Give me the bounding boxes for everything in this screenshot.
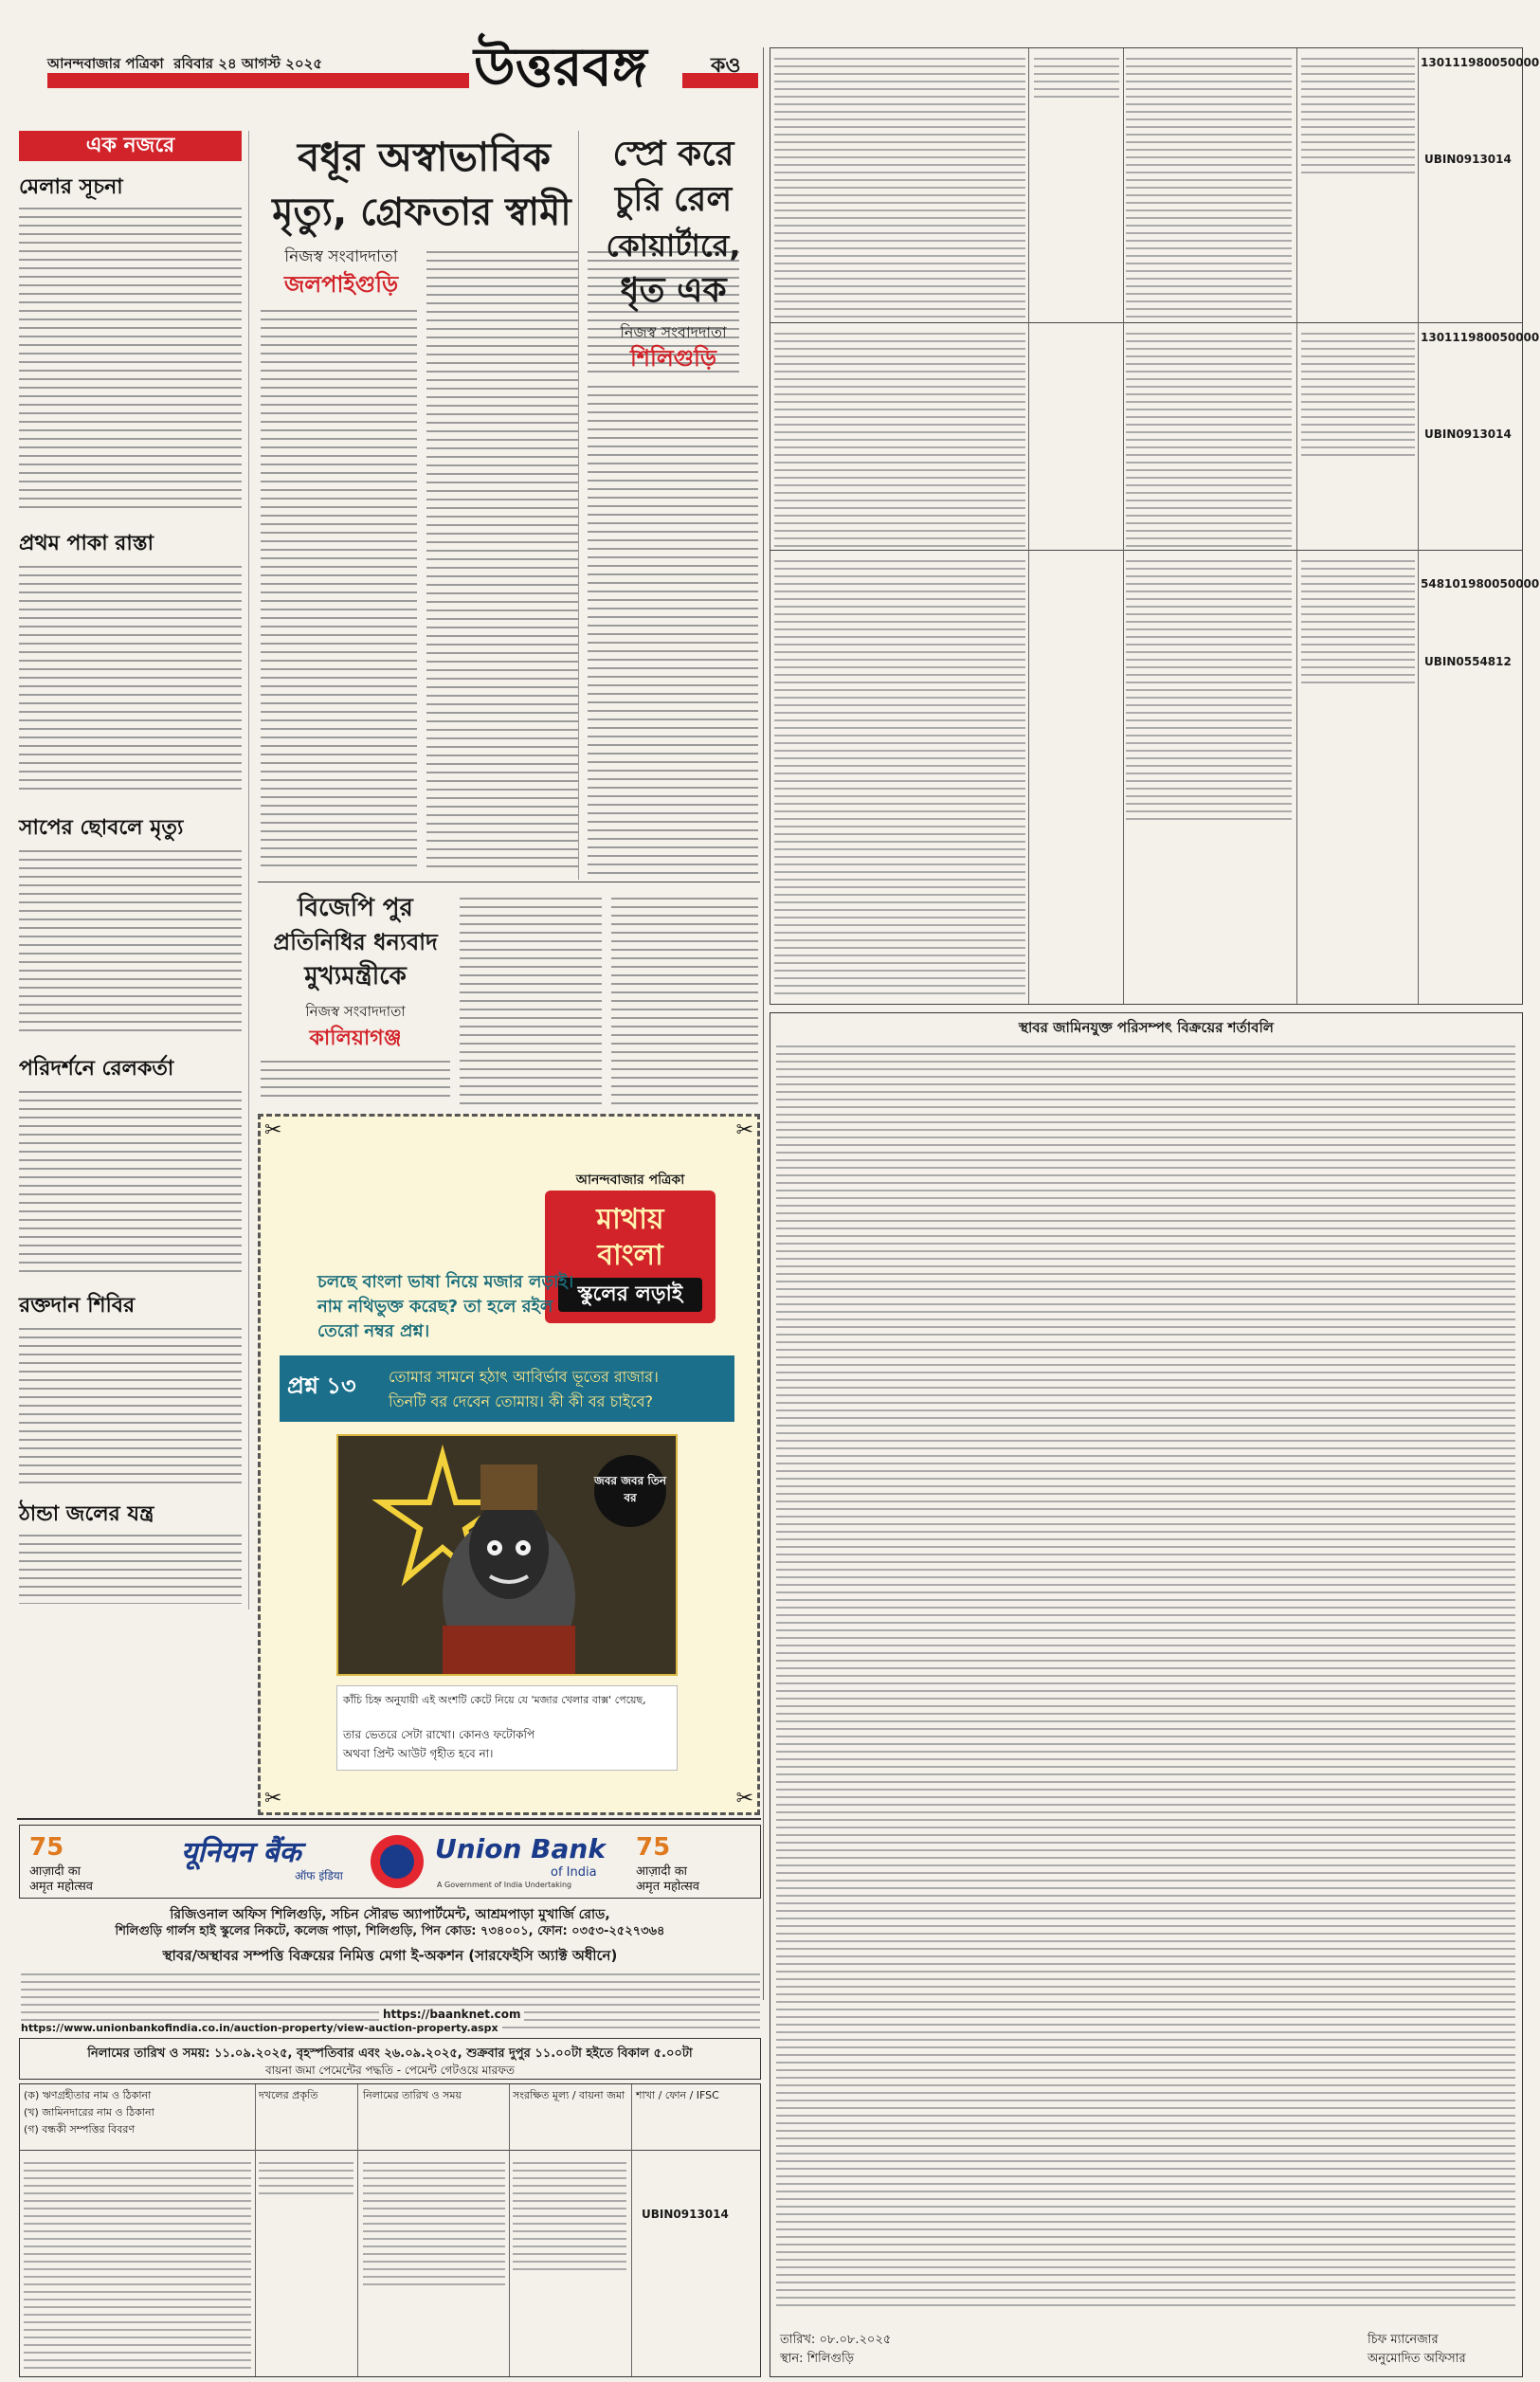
sidebar-text-2 [19,559,242,796]
sidebar-head-1: মেলার সূচনা [19,175,123,199]
bank-header [19,1825,761,1899]
azadi-text-left-2: अमृत महोत्सव [29,1880,94,1894]
bank-table-col-4 [513,2156,626,2270]
third-headline-2: প্রতিনিধির ধন্যবাদ [273,929,438,955]
ad-tagline-2: নাম নথিভুক্ত করেছ? তা হলে রইল [317,1297,553,1317]
bank-table [19,2083,761,2377]
azadi-75-right: 75 [636,1833,671,1862]
masthead-divider [763,47,764,2000]
col-divider-3 [1296,48,1297,1004]
ad-logo-1: মাথায় [596,1203,664,1236]
sign-place: স্থান: শিলিগুড়ি [780,2352,854,2366]
bank-col-head-6: সংরক্ষিত মূল্য / বায়না জমা [513,2089,625,2101]
sign-title-2: অনুমোদিত অফিসার [1368,2352,1466,2366]
sidebar-text-1 [19,201,242,514]
sign-date: তারিখ: ০৮.০৮.২০২৫ [780,2333,892,2347]
terms-box [770,1012,1523,2377]
bank-col-div-3 [509,2084,510,2376]
lead-body-col-1 [261,303,417,872]
third-body-3 [611,891,758,1104]
row1-account: 130111980050000 [1421,56,1540,69]
emd-method: বায়না জমা পেমেন্টের পদ্ধতি - পেমেন্ট গেটওয়ে মারফত [265,2064,515,2077]
terms-title: স্থাবর জামিনযুক্ত পরিসম্পৎ বিক্রয়ের শর্তাবলি [1019,1019,1274,1036]
col-divider-2 [1123,48,1124,1004]
third-byline: নিজস্ব সংবাদদাতা [305,1003,406,1020]
ad-brand: আনন্দবাজার পত্রিকা [575,1173,685,1188]
auction-row-2 [770,323,1540,551]
question-banner [280,1355,734,1422]
ad-tagline-3: তেরো নম্বর প্রশ্ন। [317,1321,430,1341]
section-title: উত্তরবঙ্গ [474,37,647,99]
row2-account: 130111980050000 [1421,331,1540,344]
second-byline: নিজস্ব সংবাদদাতা [620,323,727,341]
third-dateline: কালিয়াগঞ্জ [309,1027,402,1050]
azadi-logo-right [636,1833,750,1892]
bank-col-div-4 [631,2084,632,2376]
lead-headline-1: বধূর অস্বাভাবিক [297,134,551,180]
third-body-2 [460,891,602,1104]
lead-headline-2: মৃত্যু, গ্রেফতার স্বামী [272,191,571,234]
ad-tagline-1: চলছে বাংলা ভাষা নিয়ে মজার লড়াই। [317,1272,574,1292]
sidebar-title: এক নজরে [19,131,242,161]
bank-logo-inner [380,1845,414,1879]
paper-name: আনন্দবাজার পত্রিকা [47,55,164,72]
row2-ifsc: UBIN0913014 [1424,427,1512,441]
auction-table-top [770,47,1540,1005]
sidebar-head-6: ঠান্ডা জলের যন্ত্র [19,1502,154,1526]
bank-name-en-2: of India [551,1865,597,1880]
sidebar-text-3 [19,844,242,1033]
ad-logo-3: স্কুলের লড়াই [558,1278,702,1312]
row1-possession [1034,52,1119,100]
date-line: রবিবার ২৪ আগস্ট ২০২৫ [173,55,323,72]
bank-auction-line [19,2038,761,2080]
ad-footer-1: কাঁচি চিহ্ন অনুযায়ী এই অংশটি কেটে নিয়ে যে 'মজার খেলার বাক্স' পেয়েছ, [343,1694,646,1706]
row3-ifsc: UBIN0554812 [1424,655,1512,668]
page-number: কও [711,54,741,78]
row3-price [1301,555,1415,687]
col-divider-1 [1028,48,1029,1004]
sidebar-head-5: রক্তদান শিবির [19,1294,136,1318]
bank-table-col-3 [363,2156,505,2289]
bank-table-col-2 [259,2156,353,2194]
azadi-text-right-1: आज़ादी का [636,1864,688,1879]
scissors-icon-2: ✂ [735,1118,753,1142]
bank-url-1: https://baanknet.com [379,2008,524,2021]
question-label: প্রশ্ন ১৩ [287,1373,356,1399]
row2-auction [1126,327,1292,547]
ad-logo-2: বাংলা [597,1239,663,1272]
second-headline-2: চুরি রেল [614,180,733,219]
third-headline-3: মুখ্যমন্ত্রীকে [304,962,407,991]
lead-body-col-2 [426,245,578,872]
bank-col-head-3: (গ) বন্ধকী সম্পত্তির বিবরণ [24,2123,136,2136]
azadi-text-left-1: आज़ादी का [29,1864,82,1879]
ad-logo [545,1191,716,1323]
bank-table-head [20,2084,760,2151]
quiz-ad [258,1114,760,1815]
scissors-icon-4: ✂ [735,1787,753,1810]
ghost-king-illustration [336,1434,678,1676]
azadi-75-left: 75 [29,1833,64,1862]
sidebar-text-6 [19,1528,242,1604]
scissors-icon: ✂ [264,1118,282,1142]
question-text-1: তোমার সামনে হঠাৎ আবির্ভাব ভূতের রাজার। [389,1368,659,1386]
third-headline-1: বিজেপি পুর [298,894,413,922]
bank-name-en: Union Bank [435,1833,606,1864]
auction-row-1 [770,48,1540,323]
second-body [588,379,758,877]
sidebar-text-5 [19,1321,242,1487]
ad-footer-2: তার ভেতরে সেটা রাখো। কোনও ফটোকপি [343,1728,535,1741]
bank-col-div-2 [357,2084,358,2376]
terms-body [776,1040,1515,2310]
bank-office-1: রিজিওনাল অফিস শিলিগুড়ি, সচিন সৌরভ অ্যাপার্টমেন্ট, আশ্রমপাড়া মুখার্জি রোড, [170,1907,610,1922]
bank-top-rule [17,1818,761,1820]
sidebar-divider [248,131,249,1609]
azadi-text-right-2: अमृत महोत्सव [636,1880,700,1894]
second-dateline: শিলিগুড়ি [629,345,717,372]
row1-borrower [774,52,1025,319]
lead-divider [578,131,579,880]
second-headline-1: স্প্রে করে [612,135,734,173]
ad-footer-3: অথবা প্রিন্ট আউট গৃহীত হবে না। [343,1747,494,1760]
row1-auction [1126,52,1292,319]
bank-url-2: https://www.unionbankofindia.co.in/auction-property/view-auction-property.aspx [21,2022,502,2034]
ad-footer-box [336,1685,678,1771]
bank-office-2: শিলিগুড়ি গার্লস হাই স্কুলের নিকটে, কলেজ পাড়া, শিলিগুড়ি, পিন কোড: ৭৩৪০০১, ফোন: ০৩৫৩-২৫২৭৩৬৪ [115,1924,665,1938]
sidebar-head-4: পরিদর্শনে রেলকর্তা [19,1057,174,1081]
row2-price [1301,327,1415,460]
bank-notice-title: স্থাবর/অস্থাবর সম্পত্তি বিক্রয়ের নিমিত্ত মেগা ই-অকশন (সারফেইসি অ্যাক্ট অধীনে) [162,1947,618,1964]
scissors-icon-3: ✂ [264,1787,282,1810]
bank-col-head-4: দখলের প্রকৃতি [259,2089,318,2101]
sign-title-1: চিফ ম্যানেজার [1368,2333,1439,2347]
bank-tag: A Government of India Undertaking [437,1881,572,1889]
bank-col-div-1 [255,2084,256,2376]
sidebar-head-2: প্রথম পাকা রাস্তা [19,532,154,555]
third-body-1 [261,1054,450,1101]
ad-stamp: জবর জবর তিন বর [594,1455,666,1527]
col-divider-4 [1418,48,1419,1004]
bank-name-hi-2: ऑफ इंडिया [295,1869,343,1882]
row3-auction [1126,555,1292,820]
bank-logo-icon [371,1835,424,1888]
second-headline-4: ধৃত এক [620,271,727,310]
lead-dateline: জলপাইগুড়ি [283,271,399,298]
bank-col-head-5: নিলামের তারিখ ও সময় [363,2089,462,2101]
masthead-red-rule [47,73,469,88]
bank-col-head-7: শাখা / ফোন / IFSC [636,2089,719,2101]
bank-table-ifsc: UBIN0913014 [642,2208,729,2221]
second-headline-3: কোয়ার্টারে, [606,227,741,264]
row2-borrower [774,327,1025,547]
sidebar-text-4 [19,1084,242,1274]
bank-col-head-2: (খ) জামিনদারের নাম ও ঠিকানা [24,2106,154,2118]
lead-byline: নিজস্ব সংবাদদাতা [284,247,398,266]
bank-col-head-1: (ক) ঋণগ্রহীতার নাম ও ঠিকানা [24,2089,152,2101]
sidebar-head-3: সাপের ছোবলে মৃত্যু [19,816,184,840]
auction-row-3 [770,551,1540,1004]
question-text-2: তিনটি বর দেবেন তোমায়। কী কী বর চাইবে? [389,1392,653,1410]
row3-borrower [774,555,1025,1000]
row3-account: 548101980050000 [1421,577,1540,591]
bank-name-hi: यूनियन बैंक [181,1836,301,1869]
bank-table-col-1 [24,2156,251,2373]
row1-price [1301,52,1415,175]
azadi-logo-left [29,1833,143,1892]
row1-ifsc: UBIN0913014 [1424,153,1512,166]
auction-dates: নিলামের তারিখ ও সময়: ১১.০৯.২০২৫, বৃহস্পতিবার এবং ২৬.০৯.২০২৫, শুক্রবার দুপুর ১১.০০টা হইতে বিকাল ৫.০০টা [87,2046,693,2061]
